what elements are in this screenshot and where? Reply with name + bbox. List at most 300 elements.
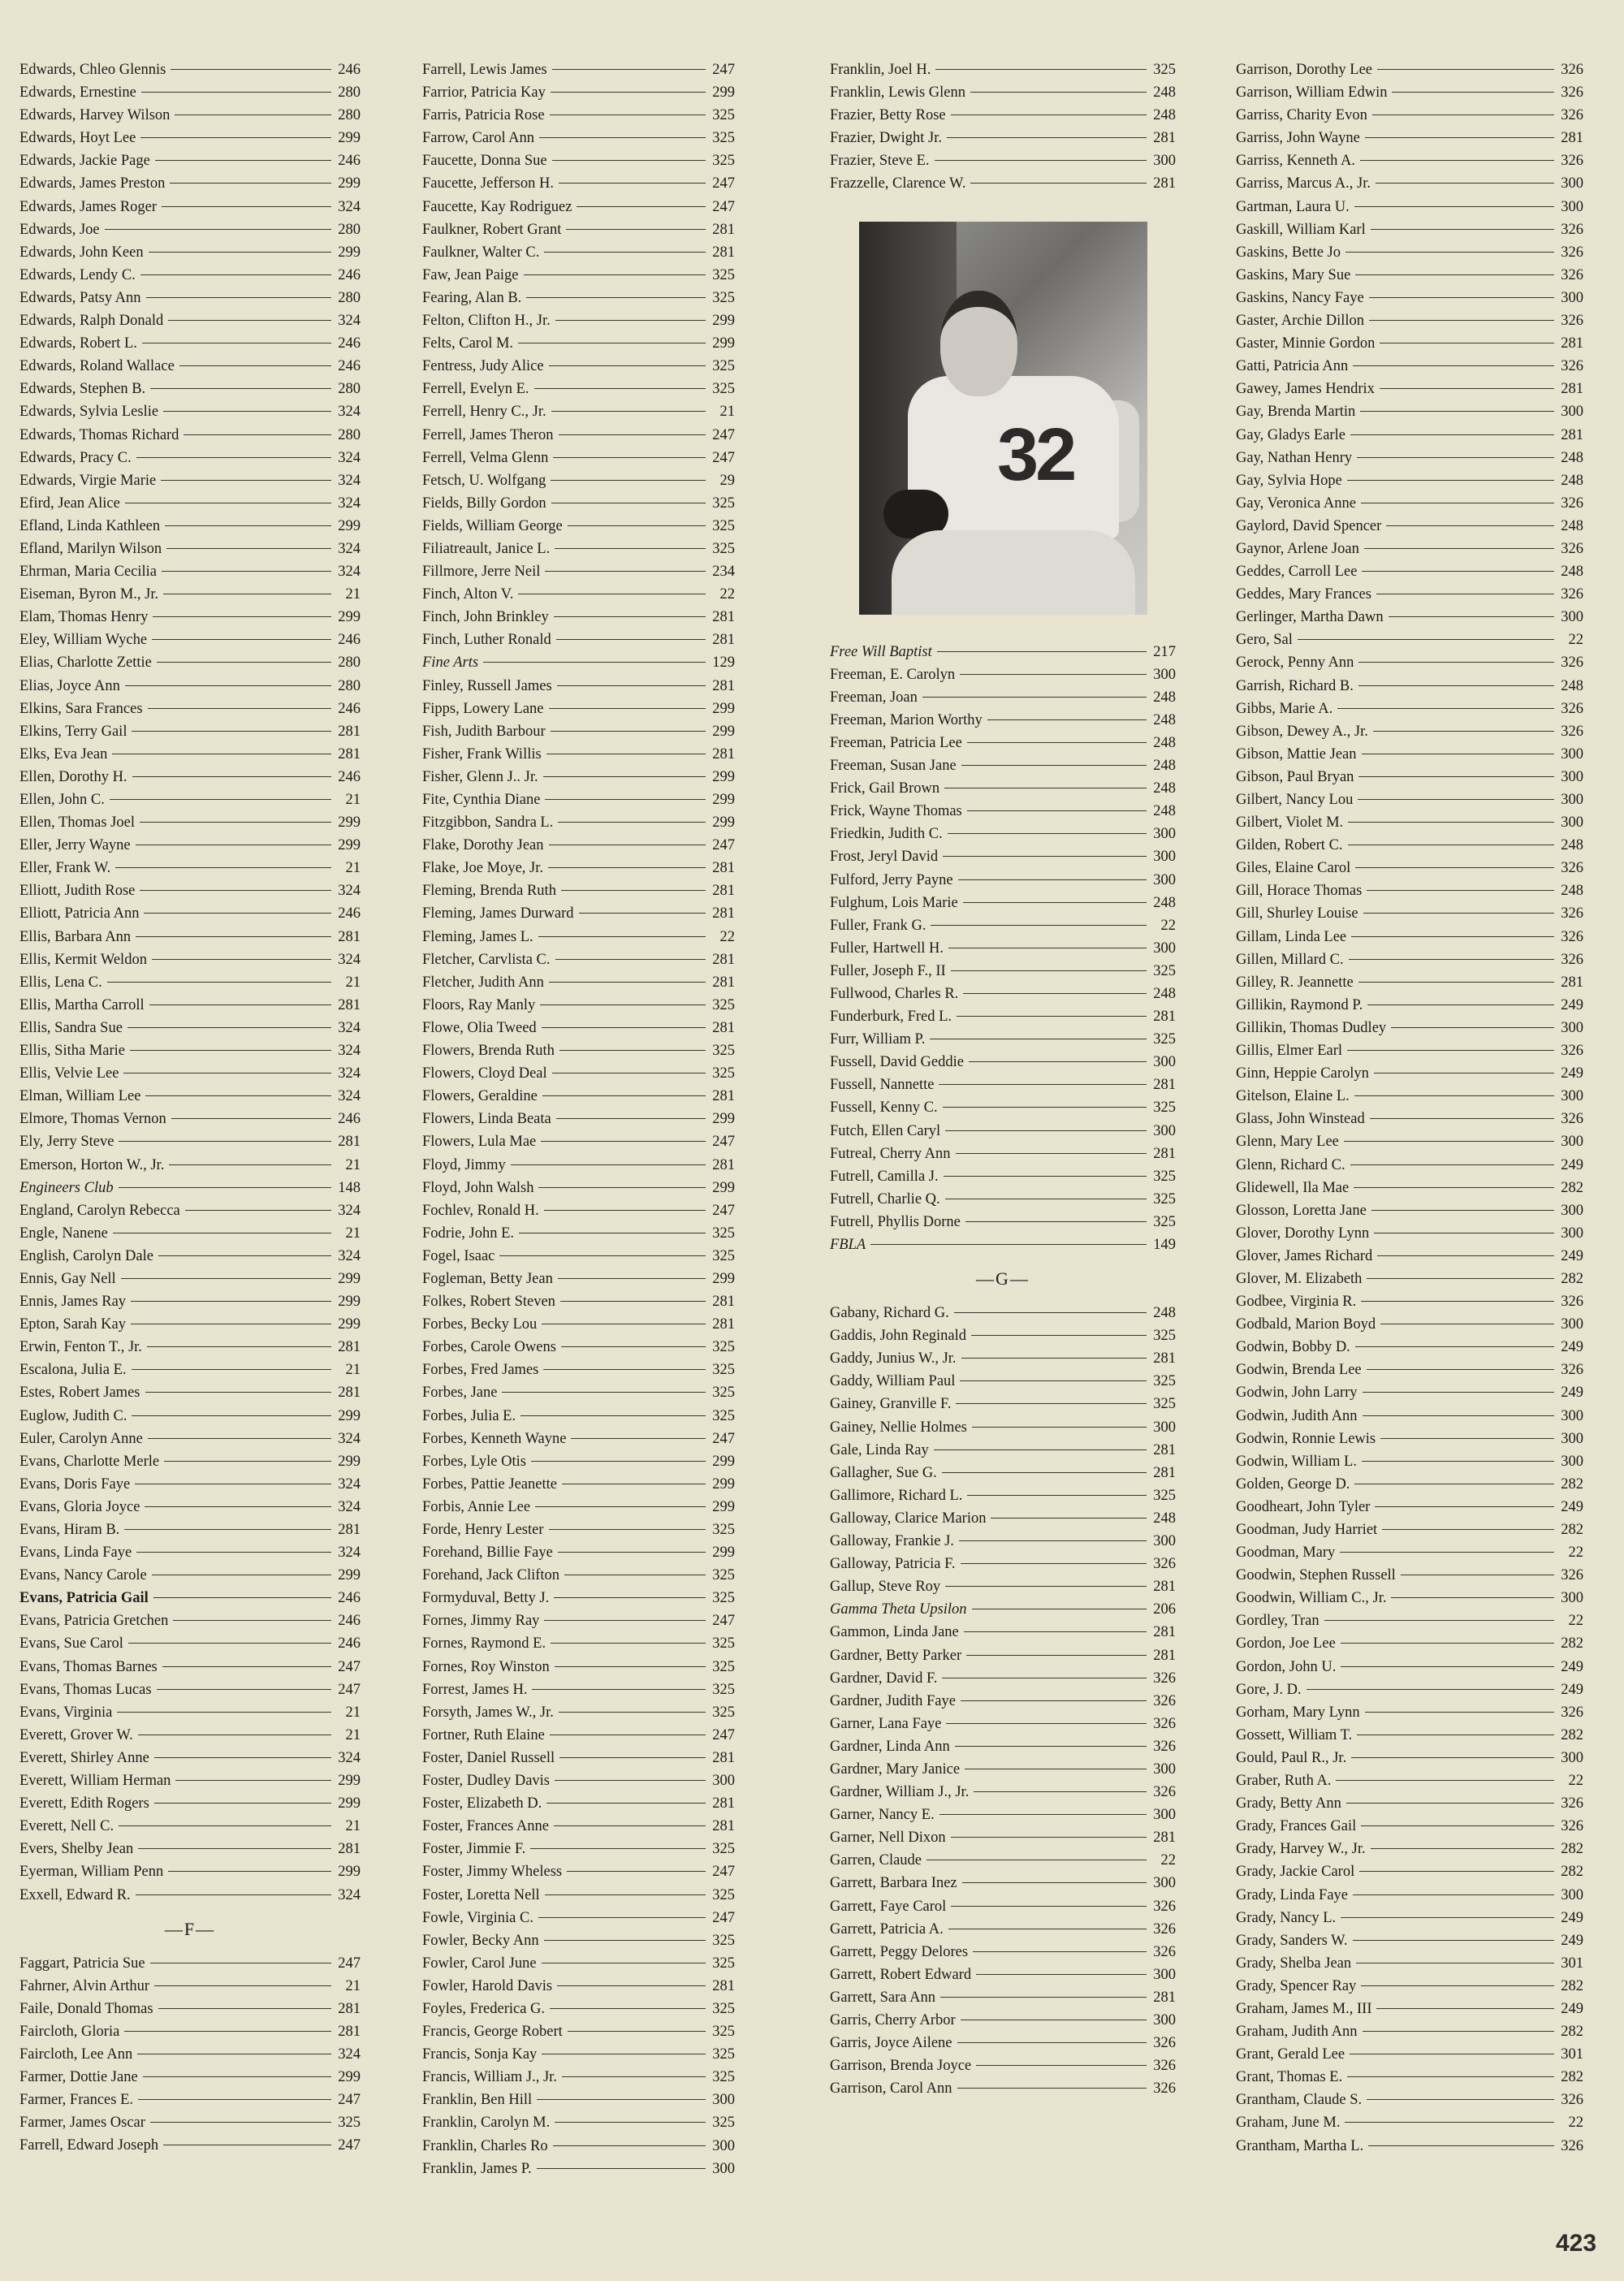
entry-name: Euler, Carolyn Anne [19,1430,143,1447]
entry-name: Fuller, Hartwell H. [830,940,944,957]
entry-name: Futrell, Camilla J. [830,1168,939,1185]
index-entry [422,1724,735,1747]
entry-page-number: 299 [712,1179,735,1196]
entry-page-number: 300 [1561,609,1583,626]
leader-line [951,1837,1147,1838]
entry-page-number: 300 [1561,1886,1583,1903]
leader-line [105,229,331,230]
entry-name: Fite, Cynthia Diane [422,792,541,808]
entry-name: Edwards, Lendy C. [19,266,136,283]
entry-name: Floyd, Jimmy [422,1156,506,1173]
entry-name: Grady, Linda Faye [1236,1886,1349,1903]
entry-page-number: 247 [338,1955,361,1972]
entry-name: Fornes, Raymond E. [422,1635,546,1652]
entry-name: Fuller, Joseph F., II [830,962,946,979]
entry-page-number: 206 [1153,1601,1176,1618]
entry-name: Ellen, John C. [19,792,105,808]
entry-name: Euglow, Judith C. [19,1407,127,1424]
index-entry [830,1644,1176,1667]
entry-page-number: 249 [1561,1156,1583,1173]
leader-line [1374,1073,1554,1074]
entry-page-number: 326 [1561,313,1583,330]
entry-page-number: 247 [338,1681,361,1698]
entry-page-number: 326 [1561,1795,1583,1812]
entry-page-number: 326 [1561,700,1583,717]
index-entry [830,172,1176,195]
entry-name: Forbis, Annie Lee [422,1498,531,1515]
index-entry [19,1769,361,1792]
entry-name: Gilbert, Violet M. [1236,814,1344,832]
entry-page-number: 248 [1153,1510,1176,1527]
index-column-3 [830,58,1176,2100]
index-entry [19,2089,361,2111]
index-entry [422,675,735,698]
leader-line [545,799,706,800]
index-entry [830,1211,1176,1233]
index-entry [1236,926,1583,948]
entry-page-number: 299 [338,2069,361,2086]
entry-page-number: 326 [1153,1784,1176,1801]
entry-page-number: 248 [1561,564,1583,581]
index-entry [830,1370,1176,1393]
entry-name: Evans, Charlotte Merle [19,1453,160,1470]
entry-page-number: 280 [338,289,361,306]
leader-line [967,742,1147,743]
entry-page-number: 299 [712,1111,735,1128]
entry-page-number: 247 [712,449,735,466]
entry-page-number: 324 [338,1430,361,1447]
entry-page-number: 281 [712,609,735,626]
index-entry [19,1450,361,1473]
leader-line [170,183,331,184]
entry-page-number: 325 [712,1407,735,1424]
entry-page-number: 325 [712,2000,735,2017]
entry-name: Escalona, Julia E. [19,1362,127,1379]
index-entry [19,492,361,515]
index-entry [422,1998,735,2020]
leader-line [544,252,706,253]
leader-line [511,1164,706,1165]
index-entry [19,1678,361,1701]
entry-name: Edwards, Joe [19,221,100,238]
leader-line [141,92,331,93]
entry-name: Ellis, Barbara Ann [19,928,132,945]
entry-page-number: 324 [338,883,361,900]
index-entry [19,196,361,218]
entry-page-number: 281 [338,928,361,945]
leader-line [158,2008,331,2009]
index-entry [1236,1929,1583,1952]
index-entry [1236,743,1583,766]
entry-name: Ferrell, Evelyn E. [422,381,529,398]
entry-name: Gaddy, William Paul [830,1373,956,1390]
entry-name: Forbes, Fred James [422,1362,539,1379]
entry-page-number: 281 [1561,974,1583,991]
entry-page-number: 300 [1561,1088,1583,1105]
leader-line [940,1997,1147,1998]
entry-page-number: 21 [345,1362,361,1379]
entry-name: Farrow, Carol Ann [422,130,535,147]
entry-page-number: 21 [345,792,361,808]
entry-name: Frost, Jeryl David [830,849,939,866]
entry-name: Glosson, Loretta Jane [1236,1202,1367,1219]
index-entry [19,1130,361,1153]
entry-page-number: 247 [712,175,735,192]
entry-name: Garrett, Peggy Delores [830,1943,969,1960]
entry-page-number: 282 [1561,1726,1583,1743]
index-entry [830,1120,1176,1143]
index-entry [19,2020,361,2043]
leader-line [963,902,1147,903]
entry-name: Evans, Gloria Joyce [19,1498,140,1515]
entry-name: Evans, Thomas Barnes [19,1658,158,1675]
entry-name: Frazier, Dwight Jr. [830,130,942,147]
entry-page-number: 326 [1561,84,1583,102]
index-entry [830,1735,1176,1758]
entry-name: Gallimore, Richard L. [830,1487,963,1504]
entry-page-number: 247 [712,1864,735,1881]
index-entry [19,332,361,355]
leader-line [555,1666,706,1667]
index-entry [422,309,735,332]
entry-name: Frick, Wayne Thomas [830,803,962,820]
leader-line [164,1461,331,1462]
leader-line [524,274,706,275]
leader-line [147,1346,331,1347]
entry-name: Forrest, James H. [422,1681,528,1698]
index-entry [19,1998,361,2020]
entry-page-number: 300 [1153,940,1176,957]
index-entry [19,879,361,902]
leader-line [152,959,331,960]
leader-line [554,1597,706,1598]
leader-line [959,1540,1147,1541]
entry-page-number: 325 [712,996,735,1013]
entry-page-number: 300 [1153,1054,1176,1071]
index-entry [422,1336,735,1359]
leader-line [958,879,1147,880]
entry-page-number: 325 [1153,962,1176,979]
index-entry [830,1233,1176,1256]
index-entry [422,1496,735,1519]
index-entry [1236,2111,1583,2134]
leader-line [551,1643,706,1644]
leader-line [107,982,331,983]
entry-name: Gay, Sylvia Hope [1236,472,1342,489]
entry-page-number: 326 [1153,1670,1176,1687]
leader-line [1351,936,1554,937]
entry-page-number: 299 [712,1475,735,1493]
entry-name: Elliott, Patricia Ann [19,905,140,922]
leader-line [140,890,331,891]
index-entry [1236,2043,1583,2066]
entry-name: Edwards, John Keen [19,244,144,261]
entry-name: Gill, Shurley Louise [1236,905,1358,922]
index-entry [1236,811,1583,834]
index-entry [19,172,361,195]
entry-name: Frazier, Steve E. [830,153,930,170]
index-entry [830,2009,1176,2032]
leader-line [1363,1415,1554,1416]
entry-page-number: 325 [712,1886,735,1903]
entry-name: Geddes, Mary Frances [1236,586,1371,603]
entry-page-number: 249 [1561,1932,1583,1949]
entry-name: Evans, Patricia Gail [19,1590,149,1607]
entry-page-number: 281 [712,1795,735,1812]
index-entry [830,1324,1176,1347]
leader-line [961,1563,1147,1564]
entry-page-number: 246 [338,700,361,717]
entry-name: Fields, William George [422,517,563,534]
leader-line [555,959,706,960]
index-entry [1236,971,1583,994]
entry-page-number: 325 [712,1658,735,1675]
index-entry [19,1154,361,1177]
index-entry [422,606,735,629]
index-entry [1236,1815,1583,1838]
entry-page-number: 300 [1561,198,1583,215]
entry-name: Freeman, Marion Worthy [830,711,983,728]
entry-page-number: 281 [338,1522,361,1538]
leader-line [552,160,706,161]
index-entry [1236,2089,1583,2111]
entry-page-number: 281 [338,1134,361,1151]
leader-line [149,1004,331,1005]
entry-page-number: 249 [1561,1385,1583,1402]
entry-name: Franklin, Ben Hill [422,2092,533,2109]
leader-line [162,206,331,207]
leader-line [553,2145,706,2146]
leader-line [991,1518,1147,1519]
index-entry [19,1724,361,1747]
entry-name: Fahrner, Alvin Arthur [19,1977,150,1994]
entry-page-number: 324 [338,1886,361,1903]
index-entry [830,1553,1176,1575]
leader-line [1389,616,1554,617]
entry-page-number: 326 [1561,928,1583,945]
entry-page-number: 281 [712,745,735,762]
entry-name: Ellis, Martha Carroll [19,996,145,1013]
index-entry [19,948,361,971]
entry-page-number: 300 [1561,1225,1583,1242]
leader-line [154,1803,331,1804]
leader-line [1367,1004,1554,1005]
entry-page-number: 324 [338,1019,361,1036]
entry-name: Erwin, Fenton T., Jr. [19,1339,142,1356]
index-entry [1236,675,1583,698]
entry-page-number: 299 [712,313,735,330]
index-entry [1236,2066,1583,2089]
index-entry [19,2111,361,2134]
index-entry [1236,424,1583,447]
entry-name: Frazzelle, Clarence W. [830,175,966,192]
entry-name: Folkes, Robert Steven [422,1294,555,1311]
index-entry [830,1941,1176,1963]
index-entry [422,81,735,104]
entry-name: Godwin, Judith Ann [1236,1407,1358,1424]
entry-page-number: 281 [712,677,735,694]
entry-name: Grady, Betty Ann [1236,1795,1341,1812]
entry-name: Garner, Lana Faye [830,1715,942,1732]
leader-line [531,1461,706,1462]
leader-line [1337,708,1554,709]
entry-name: Grantham, Claude S. [1236,2092,1363,2109]
entry-page-number: 299 [338,130,361,147]
entry-name: Garrett, Patricia A. [830,1920,944,1938]
entry-name: Gillen, Millard C. [1236,951,1344,968]
index-entry [19,355,361,378]
entry-page-number: 281 [338,745,361,762]
index-entry [19,994,361,1017]
entry-page-number: 249 [1561,1065,1583,1082]
entry-name: Friedkin, Judith C. [830,826,943,843]
entry-name: Farmer, Frances E. [19,2092,134,2109]
entry-name: Franklin, James P. [422,2160,532,2177]
leader-line [1324,1620,1554,1621]
entry-name: Forsyth, James W., Jr. [422,1704,554,1721]
leader-line [538,1187,706,1188]
leader-line [945,1586,1147,1587]
entry-name: Grant, Gerald Lee [1236,2046,1345,2063]
entry-name: Faircloth, Gloria [19,2023,120,2040]
leader-line [143,2076,331,2077]
index-entry [1236,1564,1583,1587]
leader-line [136,936,331,937]
leader-line [971,1335,1147,1336]
leader-line [537,2099,706,2100]
index-entry [1236,720,1583,743]
entry-name: Everett, William Herman [19,1773,171,1790]
index-entry [19,218,361,241]
entry-page-number: 300 [1561,1590,1583,1607]
entry-page-number: 299 [338,1864,361,1881]
index-entry [19,1428,361,1450]
leader-line [1336,1780,1554,1781]
index-entry [422,104,735,127]
index-entry [422,287,735,309]
entry-page-number: 281 [1153,1350,1176,1367]
entry-page-number: 325 [1153,1396,1176,1413]
index-entry [422,492,735,515]
entry-name: Francis, George Robert [422,2024,563,2041]
entry-name: Ennis, James Ray [19,1294,127,1311]
entry-page-number: 281 [338,1841,361,1858]
index-entry [1236,1541,1583,1564]
leader-line [123,1073,331,1074]
entry-name: Fullwood, Charles R. [830,985,959,1002]
entry-name: Gartman, Laura U. [1236,198,1350,215]
leader-line [1357,457,1554,458]
entry-name: Gaddy, Junius W., Jr. [830,1350,957,1367]
entry-page-number: 324 [338,951,361,968]
leader-line [168,320,331,321]
leader-line [1347,1050,1554,1051]
entry-name: Giles, Elaine Carol [1236,860,1351,877]
index-entry [422,1268,735,1290]
leader-line [184,434,331,435]
entry-name: Grady, Spencer Ray [1236,1977,1357,1994]
entry-name: Galloway, Patricia F. [830,1556,956,1573]
entry-name: Funderburk, Fred L. [830,1009,952,1026]
entry-name: Fussell, Nannette [830,1077,935,1094]
index-entry [422,811,735,834]
leader-line [1367,2099,1554,2100]
index-entry [19,902,361,925]
index-entry [1236,788,1583,811]
entry-name: Evans, Hiram B. [19,1522,120,1538]
entry-name: Garren, Claude [830,1852,922,1869]
leader-line [117,1712,331,1713]
entry-name: FBLA [830,1237,866,1253]
entry-name: Furr, William P. [830,1031,926,1048]
entry-name: Farrell, Lewis James [422,62,547,78]
entry-page-number: 325 [1153,1099,1176,1117]
entry-page-number: 21 [345,1977,361,1994]
entry-name: Godwin, William L. [1236,1453,1357,1470]
index-entry [19,834,361,857]
entry-name: Grantham, Martha L. [1236,2137,1364,2154]
leader-line [537,2168,706,2169]
leader-line [173,1620,331,1621]
index-entry [422,355,735,378]
index-entry [19,1860,361,1883]
leader-line [144,913,331,914]
entry-name: Garrett, Robert Edward [830,1966,972,1983]
entry-name: Grady, Nancy L. [1236,1909,1337,1926]
leader-line [1363,1392,1554,1393]
leader-line [966,1655,1147,1656]
entry-page-number: 281 [338,2000,361,2017]
leader-line [127,1027,331,1028]
leader-line [543,776,706,777]
entry-name: Graham, Judith Ann [1236,2024,1358,2041]
entry-name: Gaster, Minnie Gordon [1236,335,1376,352]
entry-name: Galloway, Clarice Marion [830,1510,987,1527]
leader-line [1349,959,1554,960]
entry-name: Epton, Sarah Kay [19,1316,127,1333]
leader-line [145,1095,331,1096]
leader-line [185,1210,331,1211]
entry-page-number: 281 [338,2023,361,2040]
entry-name: Fogleman, Betty Jean [422,1270,553,1287]
index-entry [19,424,361,447]
leader-line [967,1495,1147,1496]
entry-page-number: 247 [712,1613,735,1630]
index-entry [422,1792,735,1815]
entry-page-number: 326 [1561,2137,1583,2154]
entry-name: Fisher, Glenn J.. Jr. [422,768,538,785]
entry-page-number: 299 [712,1544,735,1562]
index-entry [422,1815,735,1838]
entry-page-number: 300 [1561,745,1583,762]
entry-name: Futrell, Phyllis Dorne [830,1213,961,1230]
entry-name: Evans, Thomas Lucas [19,1681,152,1698]
leader-line [138,1848,331,1849]
index-entry [830,1416,1176,1439]
entry-page-number: 300 [1153,849,1176,866]
entry-page-number: 326 [1561,540,1583,557]
index-entry [19,1632,361,1655]
entry-page-number: 300 [1153,666,1176,683]
entry-name: Graber, Ruth A. [1236,1773,1332,1790]
index-entry [830,1028,1176,1051]
entry-name: Forbes, Lyle Otis [422,1453,526,1470]
index-entry [19,104,361,127]
index-entry [19,811,361,834]
index-entry [830,845,1176,868]
index-entry [830,1393,1176,1415]
entry-name: Freeman, Susan Jane [830,758,957,775]
